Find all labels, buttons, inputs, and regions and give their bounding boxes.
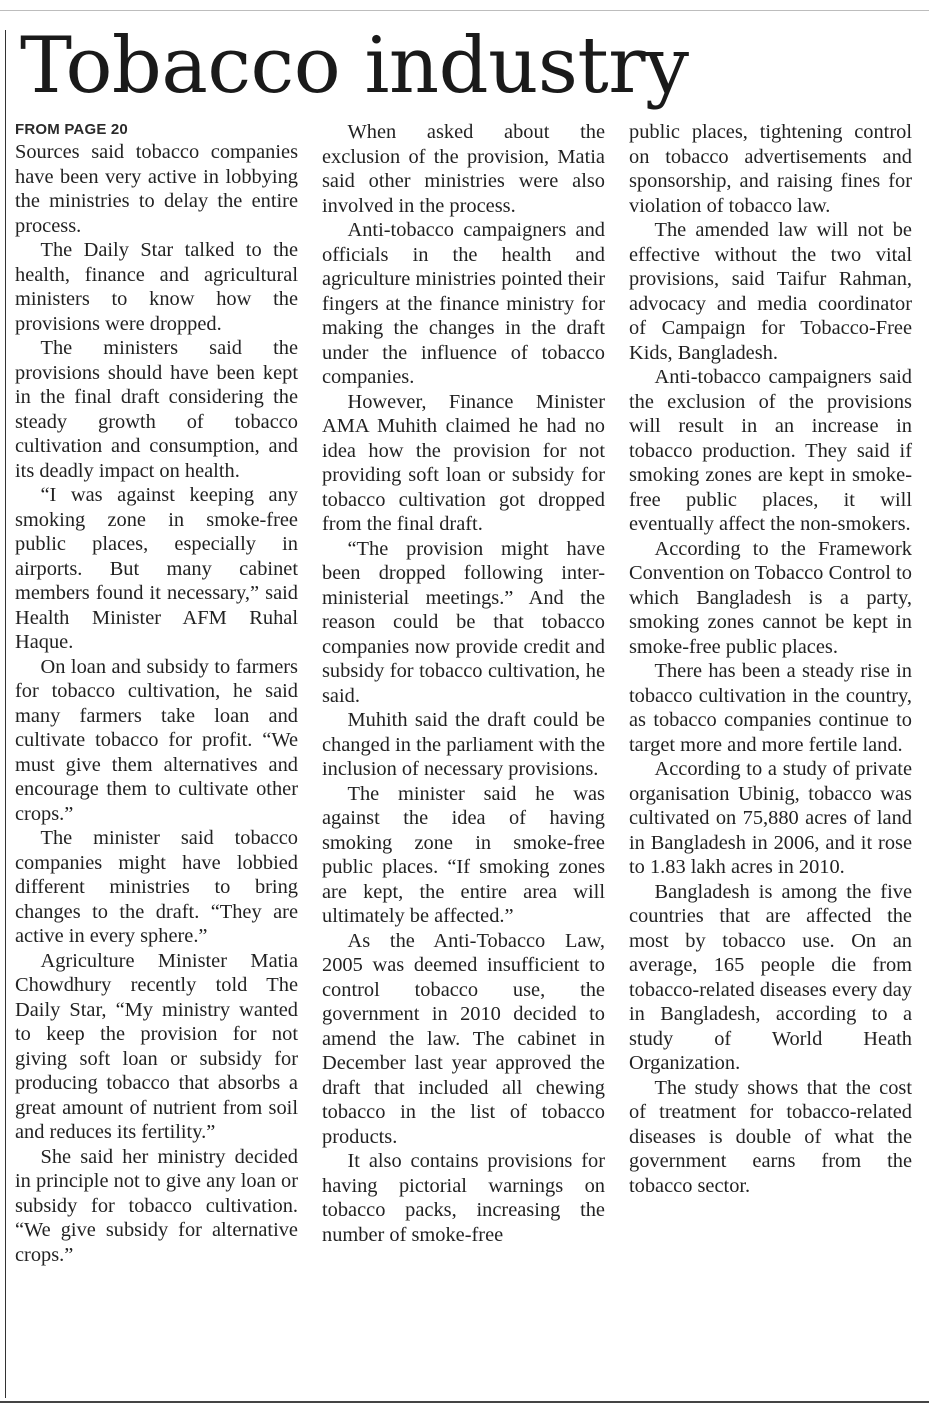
top-rule [0, 10, 929, 11]
paragraph: The minister said he was against the idea of having smoking zone in smoke-free public places. “If smoking zones are kept, the entire area will ultimately be affected.” [322, 782, 605, 927]
paragraph: She said her ministry decided in principle not to give any loan or subsidy for tobacco cultivation. “We give subsidy for alternative crops.” [15, 1145, 298, 1266]
paragraph: When asked about the exclusion of the provision, Matia said other ministries were also involved in the process. [322, 121, 605, 217]
paragraph: “The provision might have been dropped following inter-ministerial meetings.” And the reason could be that tobacco companies now provide credit and subsidy for tobacco cultivation, he said. [322, 537, 605, 707]
paragraph: The Daily Star talked to the health, finance and agricultural ministers to know how the provisions were dropped. [15, 239, 298, 335]
paragraph: The study shows that the cost of treatment for tobacco-related diseases is double of what the government earns from the tobacco sector. [629, 1076, 912, 1197]
paragraph: There has been a steady rise in tobacco cultivation in the country, as tobacco companies continue to target more and more fertile land. [629, 660, 912, 756]
article-column-1 [15, 120, 298, 1267]
paragraph: public places, tightening control on tobacco advertisements and sponsorship, and raising fines for violation of tobacco law. [629, 121, 912, 217]
paragraph: According to a study of private organisation Ubinig, tobacco was cultivated on 75,880 acres of land in Bangladesh in 2006, and it rose to 1.83 lakh acres in 2010. [629, 758, 912, 878]
paragraph: The amended law will not be effective without the two vital provisions, said Taifur Rahman, advocacy and media coordinator of Campaign for Tobacco-Free Kids, Bangladesh. [629, 219, 912, 364]
paragraph: Muhith said the draft could be changed in the parliament with the inclusion of necessary provisions. [322, 709, 605, 780]
bottom-rule [0, 1401, 929, 1403]
paragraph: As the Anti-Tobacco Law, 2005 was deemed insufficient to control tobacco use, the government in 2010 decided to amend the law. The cabinet in December last year approved the draft that included all chewing tobacco in the list of tobacco products. [322, 929, 605, 1148]
paragraph: Agriculture Minister Matia Chowdhury recently told The Daily Star, “My ministry wanted to keep the provision for not giving soft loan or subsidy for producing tobacco that absorbs a great amount of nutrient from soil and reduces its fertility.” [15, 949, 298, 1143]
paragraph: “I was against keeping any smoking zone in smoke-free public places, especially in airports. But many cabinet members found it necessary,” said Health Minister AFM Ruhal Haque. [15, 484, 298, 653]
article-column-3 [629, 120, 912, 1198]
paragraph: It also contains provisions for having pictorial warnings on tobacco packs, increasing the number of smoke-free [322, 1150, 605, 1246]
paragraph: Bangladesh is among the five countries that are affected the most by tobacco use. On an average, 165 people die from tobacco-related diseases every day in Bangladesh, according to a study of World Heath Organization. [629, 880, 912, 1074]
article-column-2 [322, 120, 605, 1247]
kicker: FROM PAGE 20 [15, 121, 128, 138]
headline: Tobacco industry [20, 21, 689, 111]
paragraph: According to the Framework Convention on Tobacco Control to which Bangladesh is a party, smoking zones cannot be kept in smoke-free public places. [629, 537, 912, 658]
left-rule [5, 30, 6, 1398]
paragraph: The ministers said the provisions should have been kept in the final draft considering the steady growth of tobacco cultivation and consumption, and its deadly impact on health. [15, 337, 298, 482]
paragraph: Sources said tobacco companies have been very active in lobbying the ministries to delay the entire process. [15, 141, 298, 237]
paragraph: The minister said tobacco companies might have lobbied different ministries to bring changes to the draft. “They are active in every sphere.” [15, 827, 298, 947]
paragraph: Anti-tobacco campaigners and officials in the health and agriculture ministries pointed their fingers at the finance ministry for making the changes in the draft under the influence of tobacco companies. [322, 219, 605, 388]
paragraph: Anti-tobacco campaigners said the exclusion of the provisions will result in an increase in tobacco production. They said if smoking zones are kept in smoke-free public places, it will eventually affect the non-smokers. [629, 366, 912, 535]
paragraph: However, Finance Minister AMA Muhith claimed he had no idea how the provision for not providing soft loan or subsidy for tobacco cultivation got dropped from the final draft. [322, 390, 605, 535]
paragraph: On loan and subsidy to farmers for tobacco cultivation, he said many farmers take loan and cultivate tobacco for profit. “We must give them alternatives and encourage them to cultivate other crops.” [15, 655, 298, 825]
